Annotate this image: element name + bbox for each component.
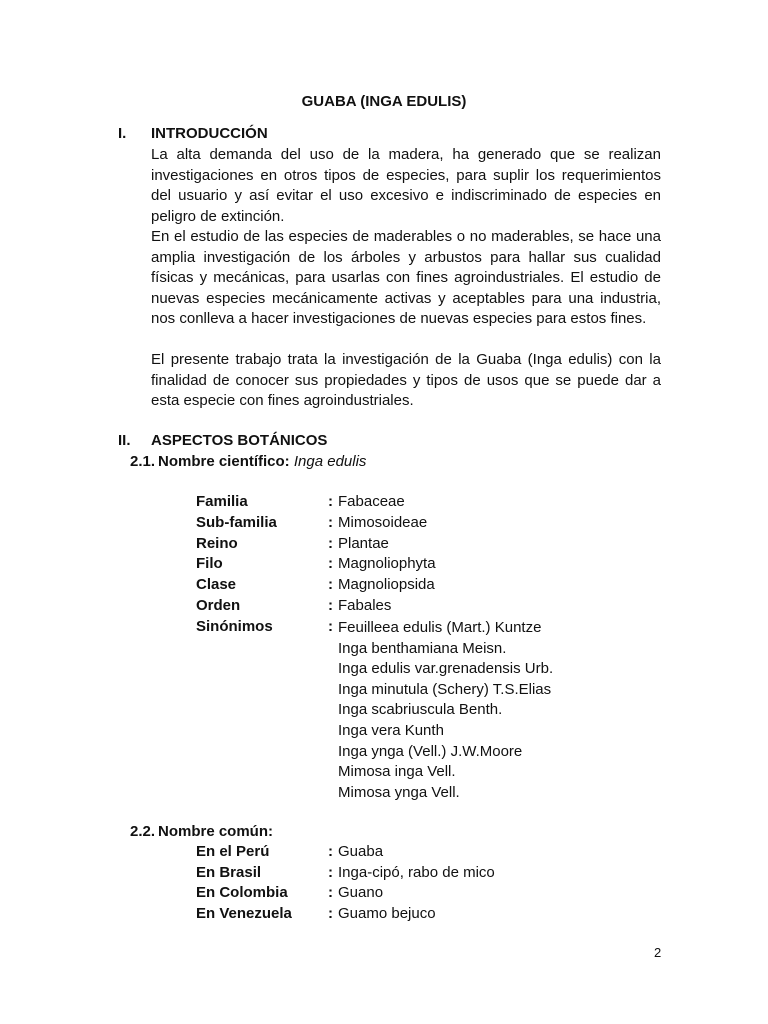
taxonomy-value: Fabales — [338, 597, 392, 614]
synonym-item: Mimosa inga Vell. — [338, 763, 456, 781]
country-value: Guamo bejuco — [338, 905, 436, 922]
country-value: Guano — [338, 884, 384, 901]
country-colon: : — [328, 884, 333, 901]
taxonomy-value: Mimosoideae — [338, 514, 428, 531]
scientific-name-line — [158, 453, 366, 470]
section-heading-botanical: ASPECTOS BOTÁNICOS — [151, 432, 328, 449]
taxonomy-key: Familia — [196, 493, 248, 510]
subsection-number-scientific: 2.1. — [130, 453, 156, 470]
taxonomy-colon: : — [328, 514, 333, 531]
country-key: En Colombia — [196, 884, 288, 901]
document-title: GUABA (INGA EDULIS) — [301, 93, 467, 110]
country-colon: : — [328, 905, 333, 922]
scientific-name-value: Inga edulis — [293, 453, 367, 470]
taxonomy-key: Orden — [196, 597, 241, 614]
taxonomy-key: Reino — [196, 535, 238, 552]
section-number-botanical: II. — [118, 432, 131, 449]
taxonomy-colon: : — [328, 576, 333, 593]
country-key: En el Perú — [196, 843, 270, 860]
section-heading-intro: INTRODUCCIÓN — [151, 125, 268, 142]
taxonomy-colon: : — [328, 555, 333, 572]
synonym-item: Inga minutula (Schery) T.S.Elias — [338, 680, 552, 698]
synonym-item: Feuilleea edulis (Mart.) Kuntze — [338, 619, 542, 636]
taxonomy-colon: : — [328, 535, 333, 552]
synonym-item: Inga vera Kunth — [338, 721, 444, 739]
taxonomy-colon: : — [328, 493, 333, 510]
taxonomy-key: Sub-familia — [196, 514, 277, 531]
country-value: Inga-cipó, rabo de mico — [338, 864, 495, 881]
common-name-label: Nombre común: — [158, 823, 274, 840]
subsection-number-common: 2.2. — [130, 823, 156, 840]
intro-paragraph-2: En el estudio de las especies de maderables o no maderables, se hace una amplia investigación de los árboles y arbustos para hallar sus cualidad físicas y mecánicas, para usarlas con fines agroindustriales. El estudio de nuevas especies mecánicamente activas y aceptables para una industria, nos conlleva a hacer investigaciones de nuevas especies para estos fines. — [151, 228, 661, 328]
intro-paragraph-3: El presente trabajo trata la investigación de la Guaba (Inga edulis) con la finalidad de conocer sus propiedades y tipos de usos que se puede dar a esta especie con fines agroindustriales. — [151, 351, 661, 410]
taxonomy-key: Clase — [196, 576, 237, 593]
taxonomy-value: Magnoliopsida — [338, 576, 435, 593]
synonyms-key: Sinónimos — [196, 618, 273, 635]
country-colon: : — [328, 843, 333, 860]
section-number-intro: I. — [118, 125, 127, 142]
synonym-item: Mimosa ynga Vell. — [338, 783, 460, 801]
scientific-name-label: Nombre científico: — [158, 453, 290, 470]
country-key: En Venezuela — [196, 905, 292, 922]
synonym-item: Inga ynga (Vell.) J.W.Moore — [338, 742, 523, 760]
taxonomy-value: Magnoliophyta — [338, 555, 436, 572]
taxonomy-colon: : — [328, 597, 333, 614]
taxonomy-value: Plantae — [338, 535, 389, 552]
taxonomy-colon: : — [328, 618, 333, 635]
country-value: Guaba — [338, 843, 384, 860]
synonym-item: Inga scabriuscula Benth. — [338, 701, 503, 719]
taxonomy-value: Fabaceae — [338, 493, 405, 510]
synonyms-list — [338, 618, 553, 803]
synonym-item: Inga benthamiana Meisn. — [338, 639, 507, 657]
country-colon: : — [328, 864, 333, 881]
country-key: En Brasil — [196, 864, 262, 881]
taxonomy-key: Filo — [196, 555, 223, 572]
intro-paragraph-1: La alta demanda del uso de la madera, ha generado que se realizan investigaciones en otros tipos de especies, para suplir los requerimientos del usuario y así evitar el uso excesivo e indiscriminado de especies en peligro de extinción. — [151, 146, 661, 225]
synonym-item: Inga edulis var.grenadensis Urb. — [338, 660, 554, 678]
page-number: 2 — [654, 945, 662, 960]
